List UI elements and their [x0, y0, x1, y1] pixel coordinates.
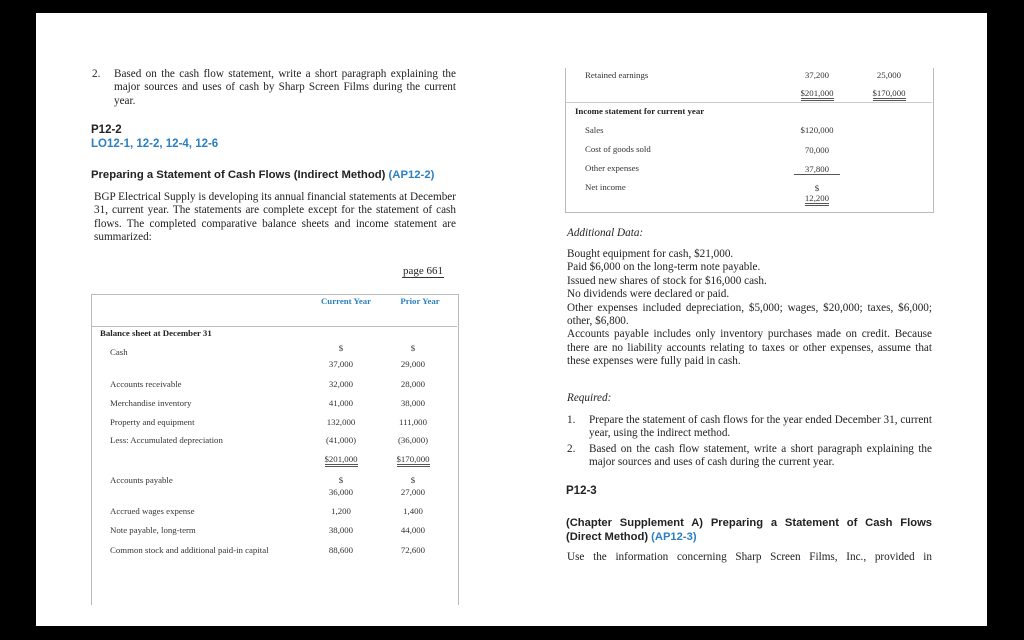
problem-id-p12-3: P12-3	[566, 485, 597, 497]
income-value: 37,800	[794, 164, 840, 175]
income-value: 70,000	[804, 145, 830, 155]
row-label: Accrued wages expense	[110, 506, 195, 516]
row-label: Sales	[585, 125, 604, 135]
total-liabilities-current: $201,000	[801, 88, 834, 101]
ap-reference-link-2[interactable]: (AP12-3)	[651, 531, 697, 543]
total-liabilities-prior: $170,000	[873, 88, 906, 101]
cell-prior: 27,000	[400, 487, 426, 497]
dollar-sign: $	[338, 343, 344, 353]
row-label: Cash	[110, 347, 128, 357]
row-label: Merchandise inventory	[110, 398, 192, 408]
table-section-title: Balance sheet at December 31	[100, 328, 212, 338]
cell-prior: 25,000	[876, 70, 902, 80]
cell-prior: 44,000	[400, 525, 426, 535]
dollar-sign: $	[410, 475, 416, 485]
row-label: Less: Accumulated depreciation	[110, 435, 223, 445]
cell-prior: 29,000	[400, 359, 426, 369]
section-heading: Preparing a Statement of Cash Flows (Indirect Method) (AP12-2)	[91, 169, 435, 181]
row-label: Property and equipment	[110, 417, 195, 427]
cell-prior: 38,000	[400, 398, 426, 408]
cell-current: 37,000	[328, 359, 354, 369]
cell-current: (41,000)	[325, 435, 357, 445]
cell-prior: 28,000	[400, 379, 426, 389]
additional-data-heading: Additional Data:	[567, 227, 644, 239]
cell-current: 132,000	[326, 417, 356, 427]
row-label: Common stock and additional paid-in capital	[110, 545, 269, 555]
cell-current: 41,000	[328, 398, 354, 408]
page-reference: page 661	[403, 265, 444, 277]
ap-reference-link[interactable]: (AP12-2)	[388, 169, 435, 181]
balance-sheet-table	[91, 294, 459, 605]
question-2-left: 2. Based on the cash flow statement, write a short paragraph explaining the major sources and uses of cash by Sharp Screen Films during the current year.	[92, 68, 456, 107]
total-assets-prior: $170,000	[397, 454, 430, 467]
dollar-sign: $	[338, 475, 344, 485]
col-header-prior: Prior Year	[400, 296, 440, 306]
cell-current: 38,000	[328, 525, 354, 535]
learning-objectives-link[interactable]: LO12-1, 12-2, 12-4, 12-6	[91, 138, 219, 150]
document-page	[36, 13, 987, 626]
row-label: Note payable, long-term	[110, 525, 196, 535]
cell-current: 88,600	[328, 545, 354, 555]
row-label: Cost of goods sold	[585, 144, 651, 154]
row-label: Accounts payable	[110, 475, 173, 485]
total-assets-current: $201,000	[325, 454, 358, 467]
row-label: Net income	[585, 182, 626, 192]
net-income-value: 12,200	[805, 193, 829, 206]
closing-paragraph: Use the information concerning Sharp Screen Films, Inc., provided in	[567, 551, 932, 563]
intro-paragraph: BGP Electrical Supply is developing its annual financial statements at December 31, current year. The statements are complete except for the statement of cash flows. The completed comparative balance sheets and income statement are summarized:	[94, 191, 456, 244]
row-label: Retained earnings	[585, 70, 649, 80]
cell-current: 1,200	[331, 506, 351, 516]
cell-current: 32,000	[328, 379, 354, 389]
cell-prior: 111,000	[399, 417, 427, 427]
required-item-2: 2. Based on the cash flow statement, write a short paragraph explaining the major sources and uses of cash during the current year.	[567, 443, 932, 469]
cell-current: 36,000	[328, 487, 354, 497]
additional-data-list: Bought equipment for cash, $21,000. Paid $6,000 on the long-term note payable. Issued new shares of stock for $16,000 cash. No dividends were declared or paid. Other expenses included depreciation, $5,000; wages, $20,000; taxes, $6,000; other, $6,800. Accounts payable includes only inventory purchases made on credit. Because there are no liability accounts relating to taxes or other expenses, assume that these expenses were fully paid in cash.	[567, 248, 932, 368]
cell-current: 37,200	[804, 70, 830, 80]
cell-prior: 1,400	[403, 506, 423, 516]
row-label: Accounts receivable	[110, 379, 182, 389]
income-value: $120,000	[800, 125, 834, 135]
required-heading: Required:	[567, 392, 612, 404]
income-statement-title: Income statement for current year	[575, 106, 705, 116]
problem-id-p12-2: P12-2	[91, 124, 122, 136]
cell-prior: 72,600	[400, 545, 426, 555]
dollar-sign: $	[814, 183, 820, 193]
chapter-supplement-heading: (Chapter Supplement A) Preparing a Statement of Cash Flows (Direct Method) (AP12-3)	[566, 517, 932, 543]
row-label: Other expenses	[585, 163, 639, 173]
cell-prior: (36,000)	[397, 435, 429, 445]
col-header-current: Current Year	[320, 296, 372, 306]
required-item-1: 1. Prepare the statement of cash flows for the year ended December 31, current year, using the indirect method.	[567, 414, 932, 440]
dollar-sign: $	[410, 343, 416, 353]
